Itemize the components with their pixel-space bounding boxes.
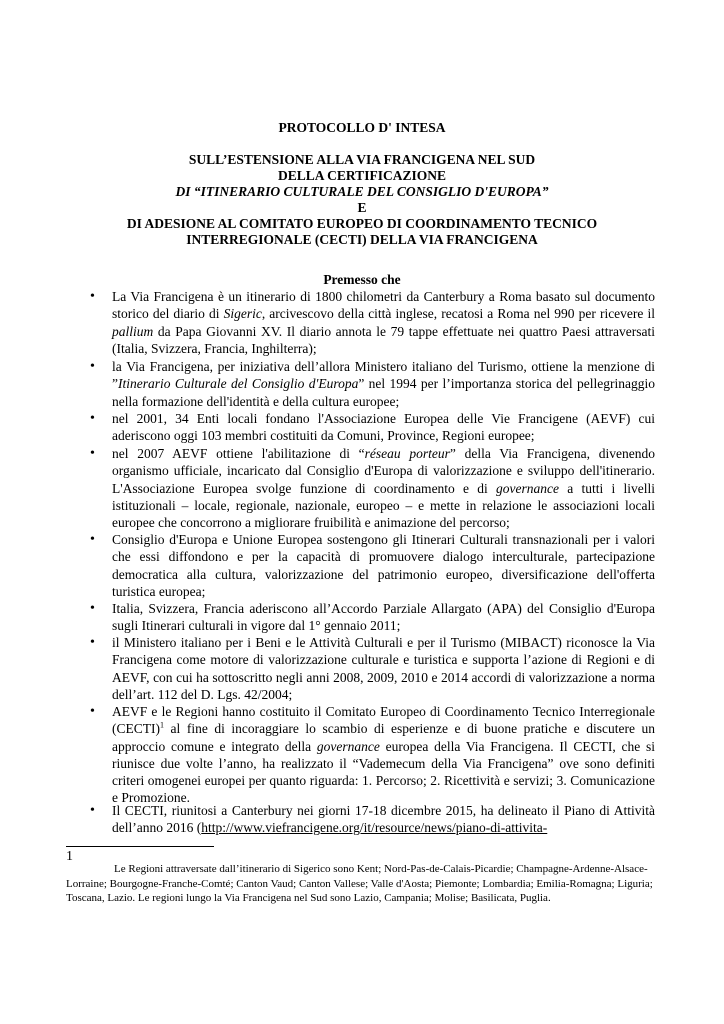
title-line: SULL’ESTENSIONE ALLA VIA FRANCIGENA NEL SUD — [188, 152, 536, 167]
plan-link[interactable]: http://www.viefrancigene.org/it/resource/news/piano-di-attivita- — [201, 820, 548, 836]
item-italic: Sigeric — [223, 306, 262, 322]
item-text: ” nel 1994 per l’importanza storica del pellegrinaggio nella formazione dell'identità e della cultura europee; — [112, 376, 655, 409]
title-line: DI “ITINERARIO CULTURALE DEL CONSIGLIO D'EUROPA” — [175, 184, 549, 199]
footnote-number: 1 — [66, 849, 73, 864]
item-text: europea della Via Francigena. Il CECTI, che si riunisce due volte l’anno, ha realizzato il “Vademecum della Via Francigena” ove sono definiti criteri omogenei europei per quanto riguarda: 1. Percorso; 2. Ricettività e servizi; 3. Comunicazione e Promozione. — [112, 738, 655, 806]
footnote-separator — [66, 846, 214, 847]
item-text: , arcivescovo della città inglese, recatosi a Roma nel 990 per ricevere il — [261, 306, 655, 322]
item-text: il Ministero italiano per i Beni e le Attività Culturali e per il Turismo (MIBACT) riconosce la Via Francigena come motore di valorizzazione culturale e turistica e supporta l’azione di Regioni e di AEVF, con cui ha sottoscritto negli anni 2008, 2009, 2010 e 2014 accordi di valorizzazione a norma dell’art. 112 del D. Lgs. 42/2004; — [112, 635, 655, 702]
title-line: DELLA CERTIFICAZIONE — [278, 168, 446, 183]
item-text: nel 2001, 34 Enti locali fondano l'Associazione Europea delle Vie Francigene (AEVF) cui aderiscono oggi 103 membri costituiti da Comuni, Province, Regioni europee; — [112, 411, 655, 444]
item-text: ” della Via Francigena, divenendo organismo ufficiale, incaricato dal Consiglio d'Europa di valorizzazione e sviluppo dell'itinerario. L'Associazione Europea svolge funzione di coordinamento e di — [112, 446, 655, 496]
document-title — [60, 120, 664, 248]
footnote-text: Le Regioni attraversate dall’itinerario di Sigerico sono Kent; Nord-Pas-de-Calais-Picardie; Champagne-Ardenne-Alsace-Lorraine; Bourgogne-Franche-Comté; Canton Vaud; Canton Vallese; Valle d'Aosta; Piemonte; Lombardia; Emilia-Romagna; Liguria; Toscana, Lazio. Le regioni lungo la Via Francigena nel Sud sono Lazio, Campania; Molise; Basilicata, Puglia. — [66, 863, 653, 904]
item-italic: Itinerario Culturale del Consiglio d'Europa — [118, 376, 359, 392]
item-text: La Via Francigena è un itinerario di 1800 chilometri da Canterbury a Roma basato sul documento storico del diario di — [112, 289, 655, 322]
item-text: al fine di incoraggiare lo scambio di esperienze e di buone pratiche e discutere un approccio comune e integrato della — [112, 721, 655, 754]
item-text: Consiglio d'Europa e Unione Europea sostengono gli Itinerari Culturali transnazionali per i valori che essi diffondono e per la capacità di promuovere dialogo interculturale, partecipazione democratica alla cultura, valorizzazione del patrimonio europeo, diversificazione dell'offerta turistica europea; — [112, 532, 655, 599]
footnote-ref[interactable]: 1 — [160, 720, 164, 730]
item-text: a tutti i livelli istituzionali – locale, regionale, nazionale, europeo – e mette in relazione le associazioni locali europee che concorrono a migliorare fruibilità e animazione del percorso; — [112, 480, 656, 531]
item-italic: pallium — [112, 323, 154, 339]
list-item — [112, 802, 655, 837]
list-item — [112, 703, 655, 807]
list-item — [112, 634, 655, 703]
title-line: E — [357, 200, 367, 215]
list-item — [112, 410, 655, 445]
item-text: AEVF e le Regioni hanno costituito il Comitato Europeo di Coordinamento Tecnico Interregionale (CECTI) — [112, 704, 655, 737]
item-text: da Papa Giovanni XV. Il diario annota le 79 tappe effettuate nei quattro Paesi attraversati (Italia, Svizzera, Francia, Inghilterra); — [112, 323, 655, 356]
list-item — [112, 531, 655, 600]
list-item — [112, 288, 655, 357]
item-italic: governance — [316, 738, 380, 754]
title-line: DI ADESIONE AL COMITATO EUROPEO DI COORDINAMENTO TECNICO — [126, 216, 598, 231]
list-item — [112, 600, 655, 635]
list-item — [112, 358, 655, 410]
item-text: nel 2007 AEVF ottiene l'abilitazione di “ — [112, 446, 365, 461]
item-text: Il CECTI, riunitosi a Canterbury nei giorni 17-18 dicembre 2015, ha delineato il Piano di Attività dell’anno 2016 ( — [112, 803, 655, 836]
item-text: Italia, Svizzera, Francia aderiscono all’Accordo Parziale Allargato (APA) del Consiglio d'Europa sugli Itinerari culturali in vigore dal 1° gennaio 2011; — [112, 601, 655, 634]
item-text: la Via Francigena, per iniziativa dell’allora Ministero italiano del Turismo, ottiene la menzione di ” — [112, 359, 655, 392]
title-line: PROTOCOLLO D' INTESA — [278, 120, 446, 135]
list-item — [112, 445, 655, 531]
title-line: INTERREGIONALE (CECTI) DELLA VIA FRANCIGENA — [186, 232, 538, 247]
section-heading: Premesso che — [323, 272, 401, 287]
item-italic: réseau porteur — [364, 446, 450, 461]
item-italic: governance — [496, 480, 560, 496]
